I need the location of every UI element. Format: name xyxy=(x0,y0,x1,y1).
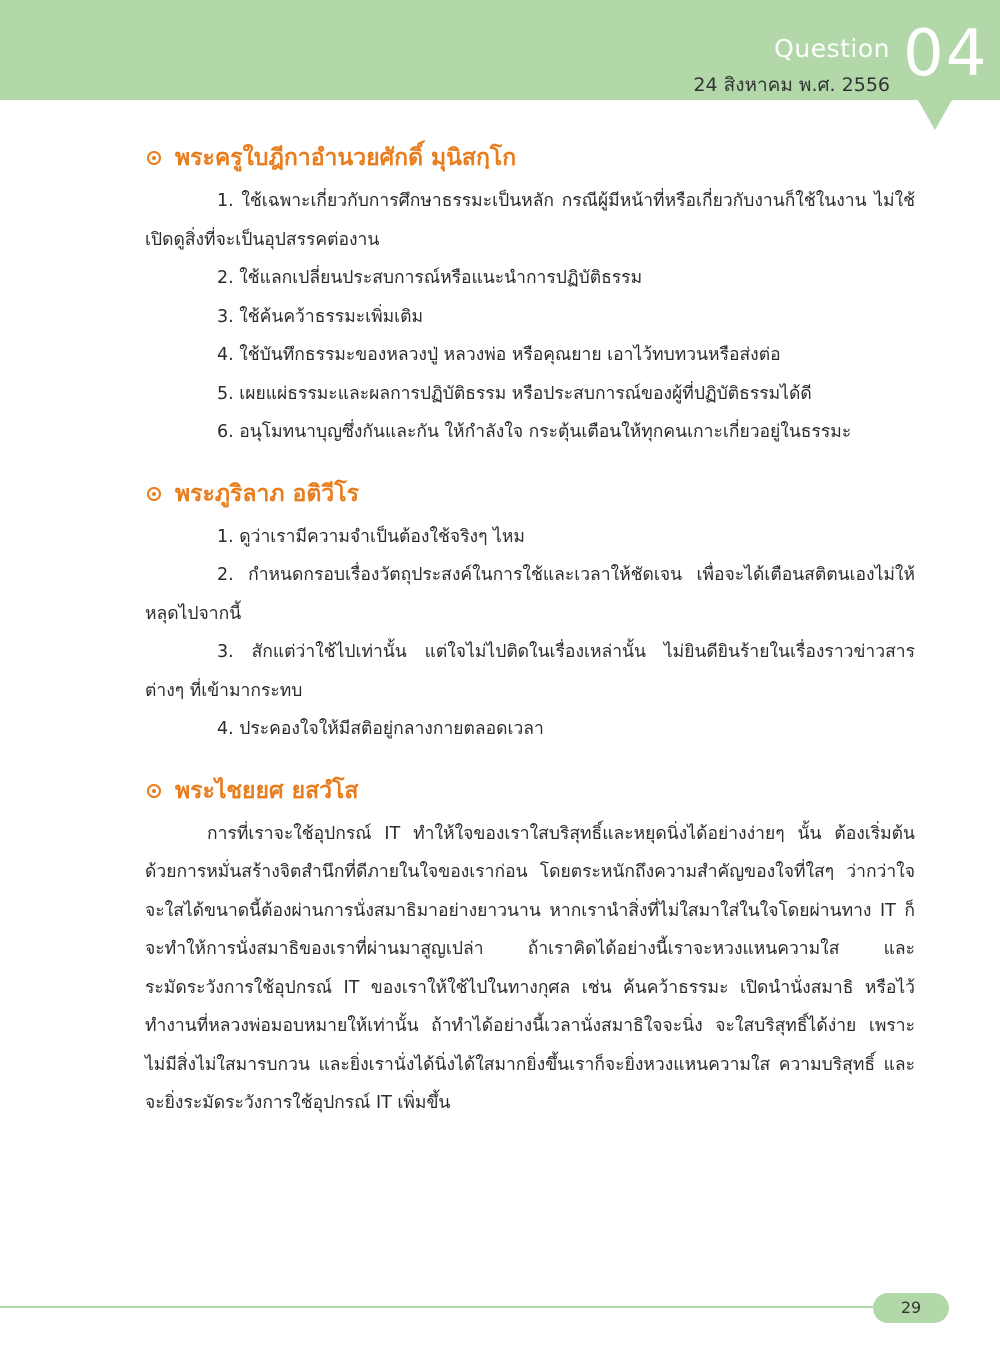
list-item: 1. ใช้เฉพาะเกี่ยวกับการศึกษาธรรมะเป็นหลัก กรณีผู้มีหน้าที่หรือเกี่ยวกับงานก็ใช้ในงาน ไม่ใช้เปิดดูสิ่งที่จะเป็นอุปสรรคต่องาน xyxy=(145,191,915,250)
list-item: 6. อนุโมทนาบุญซึ่งกันและกัน ให้กำลังใจ กระตุ้นเตือนให้ทุกคนเกาะเกี่ยวอยู่ในธรรมะ xyxy=(217,422,852,442)
section-2 xyxy=(145,474,915,749)
circle-bullet-icon xyxy=(147,151,161,165)
question-number: 04 xyxy=(903,17,989,91)
section-title-text: พระครูใบฎีกาอำนวยศักดิ์ มุนิสกฺโก xyxy=(175,145,517,171)
body-paragraph: การที่เราจะใช้อุปกรณ์ IT ทำให้ใจของเราใสบริสุทธิ์และหยุดนิ่งได้อย่างง่ายๆ นั้น ต้องเริ่มต้นด้วยการหมั่นสร้างจิตสำนึกที่ดีภายในใจของเราก่อน โดยตระหนักถึงความสำคัญของใจที่ใสๆ ว่ากว่าใจจะใสได้ขนาดนี้ต้องผ่านการนั่งสมาธิมาอย่างยาวนาน หากเรานำสิ่งที่ไม่ใสมาใส่ในใจโดยผ่านทาง IT ก็จะทำให้การนั่งสมาธิของเราที่ผ่านมาสูญเปล่า ถ้าเราคิดได้อย่างนี้เราจะหวงแหนความใส และระมัดระวังการใช้อุปกรณ์ IT ของเราให้ใช้ไปในทางกุศล เช่น ค้นคว้าธรรมะ เปิดนำนั่งสมาธิ หรือไว้ทำงานที่หลวงพ่อมอบหมายให้เท่านั้น ถ้าทำได้อย่างนี้เวลานั่งสมาธิใจจะนิ่ง จะใสบริสุทธิ์ได้ง่าย เพราะไม่มีสิ่งไม่ใสมารบกวน และยิ่งเรานั่งได้นิ่งได้ใสมากยิ่งขึ้นเราก็จะยิ่งหวงแหนความใส ความบริสุทธิ์ และจะยิ่งระมัดระวังการใช้อุปกรณ์ IT เพิ่มขึ้น xyxy=(145,823,915,1113)
footer-line xyxy=(0,1306,875,1308)
list-item: 2. ใช้แลกเปลี่ยนประสบการณ์หรือแนะนำการปฏิบัติธรรม xyxy=(217,268,643,288)
list-item: 1. ดูว่าเรามีความจำเป็นต้องใช้จริงๆ ไหม xyxy=(217,526,525,547)
page-number: 29 xyxy=(873,1293,949,1323)
list-item: 3. ใช้ค้นคว้าธรรมะเพิ่มเติม xyxy=(217,306,424,327)
list-item: 2. กำหนดกรอบเรื่องวัตถุประสงค์ในการใช้และเวลาให้ชัดเจน เพื่อจะได้เตือนสติตนเองไม่ให้หลุดไปจากนี้ xyxy=(145,565,915,624)
header-notch xyxy=(918,100,952,130)
section-title-text: พระภูริลาภ อติวีโร xyxy=(175,480,359,507)
circle-bullet-icon xyxy=(147,784,161,798)
page-content xyxy=(145,138,915,1145)
list-item: 3. สักแต่ว่าใช้ไปเท่านั้น แต่ใจไม่ไปติดในเรื่องเหล่านั้น ไม่ยินดียินร้ายในเรื่องราวข่าวสารต่างๆ ที่เข้ามากระทบ xyxy=(145,642,915,701)
section-title xyxy=(145,771,915,811)
list-item: 5. เผยแผ่ธรรมะและผลการปฏิบัติธรรม หรือประสบการณ์ของผู้ที่ปฏิบัติธรรมได้ดี xyxy=(217,383,812,404)
section-title xyxy=(145,474,915,514)
question-label: Question xyxy=(774,34,890,63)
circle-bullet-icon xyxy=(147,487,161,501)
list-item: 4. ใช้บันทึกธรรมะของหลวงปู่ หลวงพ่อ หรือคุณยาย เอาไว้ทบทวนหรือส่งต่อ xyxy=(217,345,781,365)
list-item: 4. ประคองใจให้มีสติอยู่กลางกายตลอดเวลา xyxy=(217,719,544,739)
question-date: 24 สิงหาคม พ.ศ. 2556 xyxy=(693,74,890,96)
section-title-text: พระไชยยศ ยสวํโส xyxy=(175,777,359,804)
section-title xyxy=(145,138,915,178)
section-3 xyxy=(145,771,915,1123)
section-1 xyxy=(145,138,915,452)
